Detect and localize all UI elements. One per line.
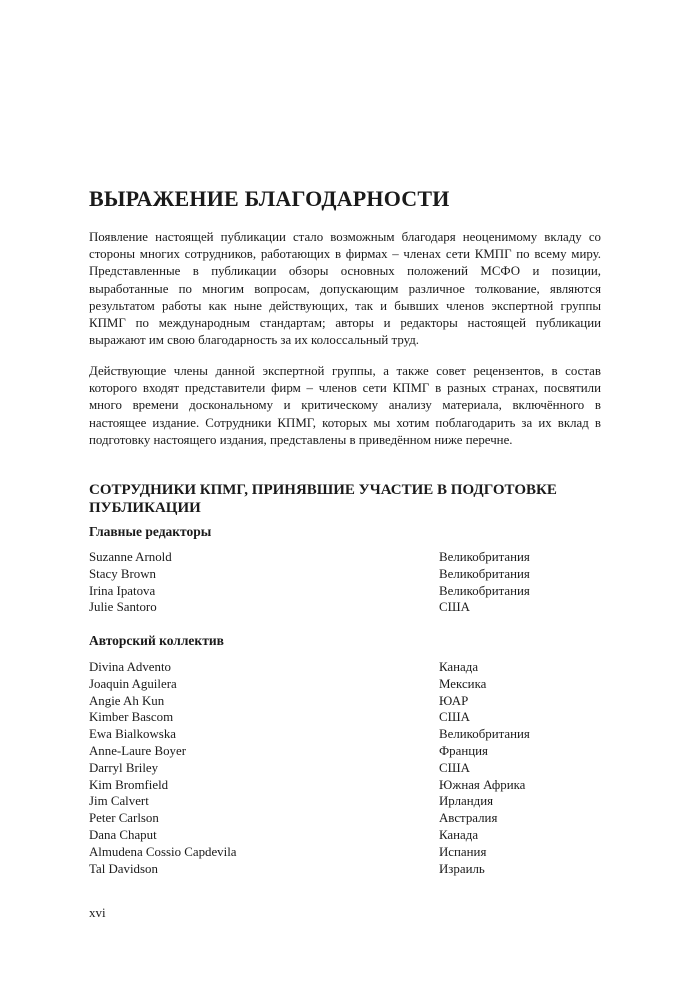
page-number: xvi — [89, 905, 106, 920]
person-country: Ирландия — [439, 794, 494, 809]
authors-list — [89, 659, 601, 877]
page-title: ВЫРАЖЕНИЕ БЛАГОДАРНОСТИ — [89, 186, 450, 211]
document-page — [89, 0, 601, 1000]
list-item — [89, 659, 601, 676]
person-name: Peter Carlson — [89, 811, 159, 826]
person-country: Южная Африка — [439, 777, 526, 792]
person-name: Darryl Briley — [89, 760, 159, 775]
person-name: Joaquin Aguilera — [89, 676, 177, 691]
person-country: США — [439, 710, 470, 725]
person-country: Франция — [439, 743, 488, 758]
list-item — [89, 760, 601, 777]
list-item — [89, 861, 601, 878]
person-country: Мексика — [439, 676, 487, 691]
person-country: Великобритания — [439, 727, 530, 742]
person-name: Tal Davidson — [89, 861, 158, 876]
person-country: Канада — [439, 660, 479, 674]
list-item — [89, 726, 601, 743]
person-country: Австралия — [439, 811, 498, 826]
person-country: Великобритания — [439, 566, 530, 581]
list-item — [89, 793, 601, 810]
person-country: Канада — [439, 827, 479, 842]
members-paragraph: Действующие члены данной экспертной группы, а также совет рецензентов, в состав которого входят представители фирм – членов сети КПМГ в разных странах, посвятили много времени доскональному и критическому анализу материала, включённого в настоящее издание. Сотрудники КПМГ, которых мы хотим поблагодарить за их вклад в подготовку настоящего издания, представлены в приведённом ниже перечне. — [89, 364, 601, 447]
person-country: ЮАР — [439, 693, 469, 708]
list-item — [89, 566, 601, 583]
person-name: Julie Santoro — [89, 600, 157, 615]
person-country: Великобритания — [439, 550, 530, 564]
person-name: Angie Ah Kun — [89, 693, 165, 708]
person-country: Израиль — [439, 861, 485, 876]
person-name: Ewa Bialkowska — [89, 727, 176, 742]
list-item — [89, 844, 601, 861]
section-title: СОТРУДНИКИ КПМГ, ПРИНЯВШИЕ УЧАСТИЕ В ПОДГОТОВКЕ ПУБЛИКАЦИИ — [89, 482, 557, 516]
person-country: Испания — [439, 844, 487, 859]
person-country: США — [439, 760, 470, 775]
authors-heading: Авторский коллектив — [89, 633, 224, 648]
list-item — [89, 777, 601, 794]
person-name: Kim Bromfield — [89, 777, 169, 792]
list-item — [89, 693, 601, 710]
list-item — [89, 709, 601, 726]
editors-heading: Главные редакторы — [89, 524, 212, 539]
person-country: Великобритания — [439, 583, 530, 598]
list-item — [89, 827, 601, 844]
person-name: Jim Calvert — [89, 794, 149, 809]
list-item — [89, 549, 601, 566]
list-item — [89, 583, 601, 600]
person-name: Anne-Laure Boyer — [89, 743, 186, 758]
person-country: США — [439, 600, 470, 615]
person-name: Almudena Cossio Capdevila — [89, 844, 237, 859]
list-item — [89, 599, 601, 616]
list-item — [89, 810, 601, 827]
list-item — [89, 743, 601, 760]
person-name: Divina Advento — [89, 660, 171, 674]
person-name: Stacy Brown — [89, 566, 156, 581]
person-name: Suzanne Arnold — [89, 550, 172, 564]
person-name: Kimber Bascom — [89, 710, 174, 725]
intro-paragraph: Появление настоящей публикации стало возможным благодаря неоценимому вкладу со стороны многих сотрудников, работающих в фирмах – членах сети КМПГ по всему миру. Представленные в публикации обзоры основных положений МСФО и позиции, выработанные по многим вопросам, допускающим различное толкование, являются результатом работы как ныне действующих, так и бывших членов экспертной группы КПМГ по международным стандартам; авторы и редакторы настоящей публикации выражают им свою благодарность за их колоссальный труд. — [89, 230, 601, 348]
person-name: Irina Ipatova — [89, 583, 156, 598]
list-item — [89, 676, 601, 693]
person-name: Dana Chaput — [89, 827, 157, 842]
editors-list — [89, 549, 601, 616]
